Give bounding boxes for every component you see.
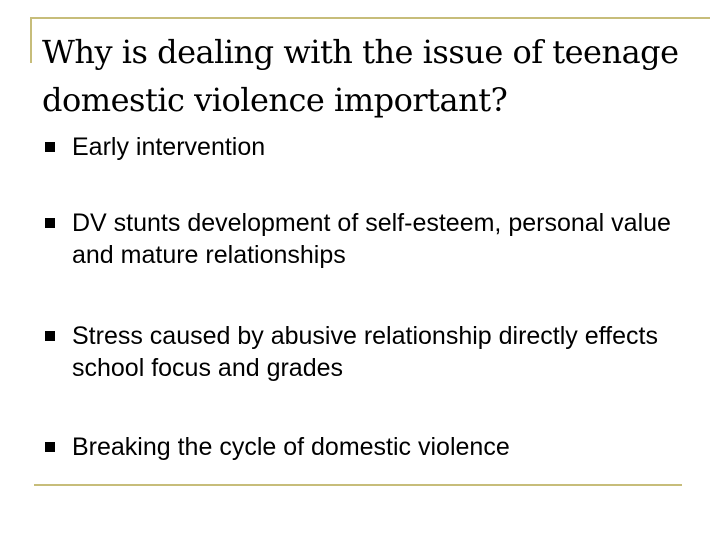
bullet-text: DV stunts development of self-esteem, personal value and mature relationships [72,209,671,269]
square-bullet-icon [45,218,55,228]
square-bullet-icon [45,142,55,152]
bullet-text: Early intervention [72,133,266,161]
square-bullet-icon [45,331,55,341]
square-bullet-icon [45,442,55,452]
slide-title: Why is dealing with the issue of teenage domestic violence important? [42,33,679,119]
bullet-text: Breaking the cycle of domestic violence [72,433,510,461]
bullet-text: Stress caused by abusive relationship directly effects school focus and grades [72,322,658,382]
frame-bottom-rule [34,484,682,486]
